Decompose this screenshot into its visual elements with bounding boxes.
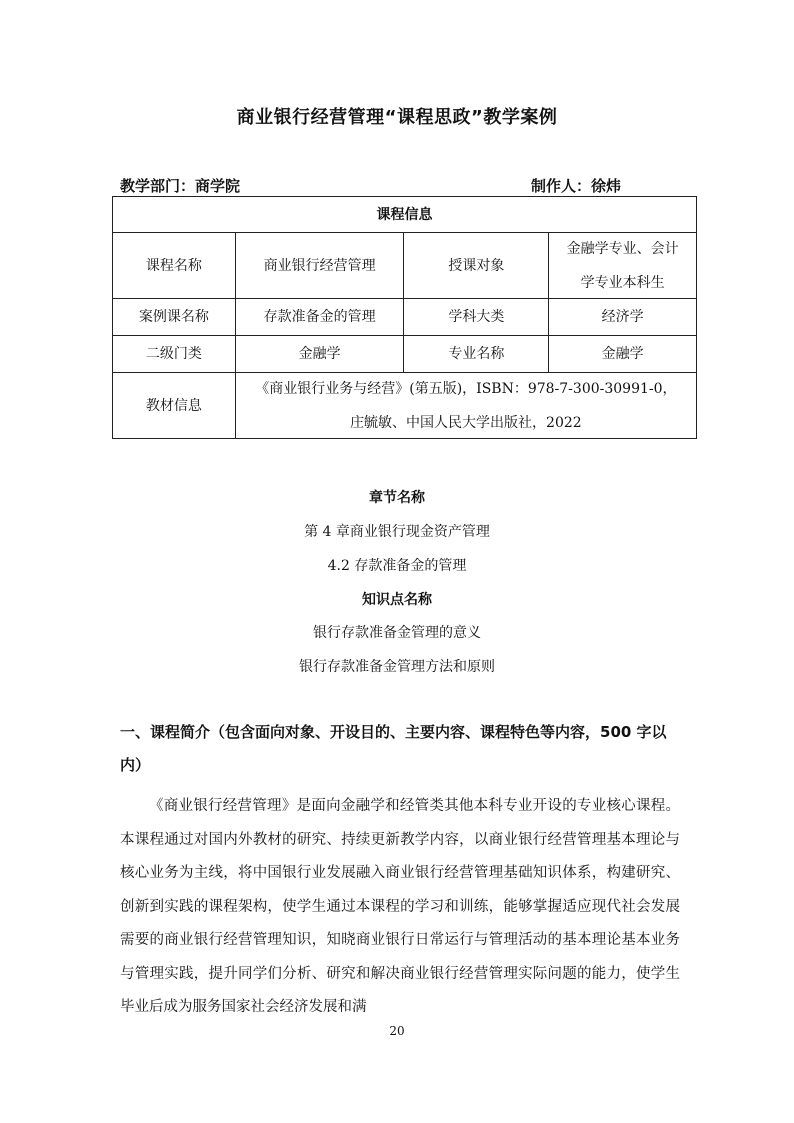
knowledge-line: 银行存款准备金管理方法和原则: [299, 659, 495, 675]
course-info-table: [112, 196, 697, 439]
table-row: [113, 299, 697, 336]
knowledge-heading: 知识点名称: [362, 592, 432, 608]
cell-label: 专业名称: [404, 336, 549, 373]
cell-label: 教材信息: [113, 373, 236, 439]
textbook-line: 庄毓敏、中国人民大学出版社，2022: [350, 414, 582, 431]
cell-label: 课程名称: [113, 233, 236, 299]
cell-value-line: 金融学专业、会计: [566, 240, 679, 257]
course-intro-paragraph: 《商业银行经营管理》是面向金融学和经管类其他本科专业开设的专业核心课程。本课程通过对国内外教材的研究、持续更新教学内容，以商业银行经营管理基本理论与核心业务为主线，将中国银行业发展融入商业银行经营管理基础知识体系，构建研究、创新到实践的课程架构，使学生通过本课程的学习和训练，能够掌握适应现代社会发展需要的商业银行经营管理知识，知晓商业银行日常运行与管理活动的基本理论基本业务与管理实践，提升同学们分析、研究和解决商业银行经营管理实际问题的能力，使学生毕业后成为服务国家社会经济发展和满: [120, 798, 680, 1015]
section-line: 4.2 存款准备金的管理: [327, 558, 467, 574]
section-heading: 一、课程简介（包含面向对象、开设目的、主要内容、课程特色等内容，500 字以内）: [120, 723, 667, 774]
table-row: [113, 373, 697, 439]
document-title: 商业银行经营管理“课程思政”教学案例: [236, 107, 558, 128]
cell-label: 授课对象: [404, 233, 549, 299]
cell-label: 案例课名称: [113, 299, 236, 336]
cell-value: 金融学: [549, 336, 697, 373]
author-label: 制作人：徐炜: [531, 177, 622, 195]
knowledge-line: 银行存款准备金管理的意义: [313, 625, 481, 641]
cell-value: 商业银行经营管理: [235, 233, 404, 299]
page-number: 20: [389, 1024, 405, 1038]
table-row: [113, 336, 697, 373]
textbook-info: [235, 373, 696, 439]
cell-value: 存款准备金的管理: [235, 299, 404, 336]
cell-value: 经济学: [549, 299, 697, 336]
table-header: 课程信息: [113, 197, 697, 233]
chapter-heading: 章节名称: [369, 490, 425, 506]
department-label: 教学部门：商学院: [120, 177, 241, 195]
cell-value-line: 学专业本科生: [580, 274, 665, 291]
cell-value: 金融学: [235, 336, 404, 373]
cell-label: 二级门类: [113, 336, 236, 373]
table-row: [113, 233, 697, 299]
textbook-line: 《商业银行业务与经营》(第五版)，ISBN：978-7-300-30991-0，: [255, 380, 677, 397]
cell-value: [549, 233, 697, 299]
chapter-line: 第 4 章商业银行现金资产管理: [304, 524, 490, 540]
cell-label: 学科大类: [404, 299, 549, 336]
